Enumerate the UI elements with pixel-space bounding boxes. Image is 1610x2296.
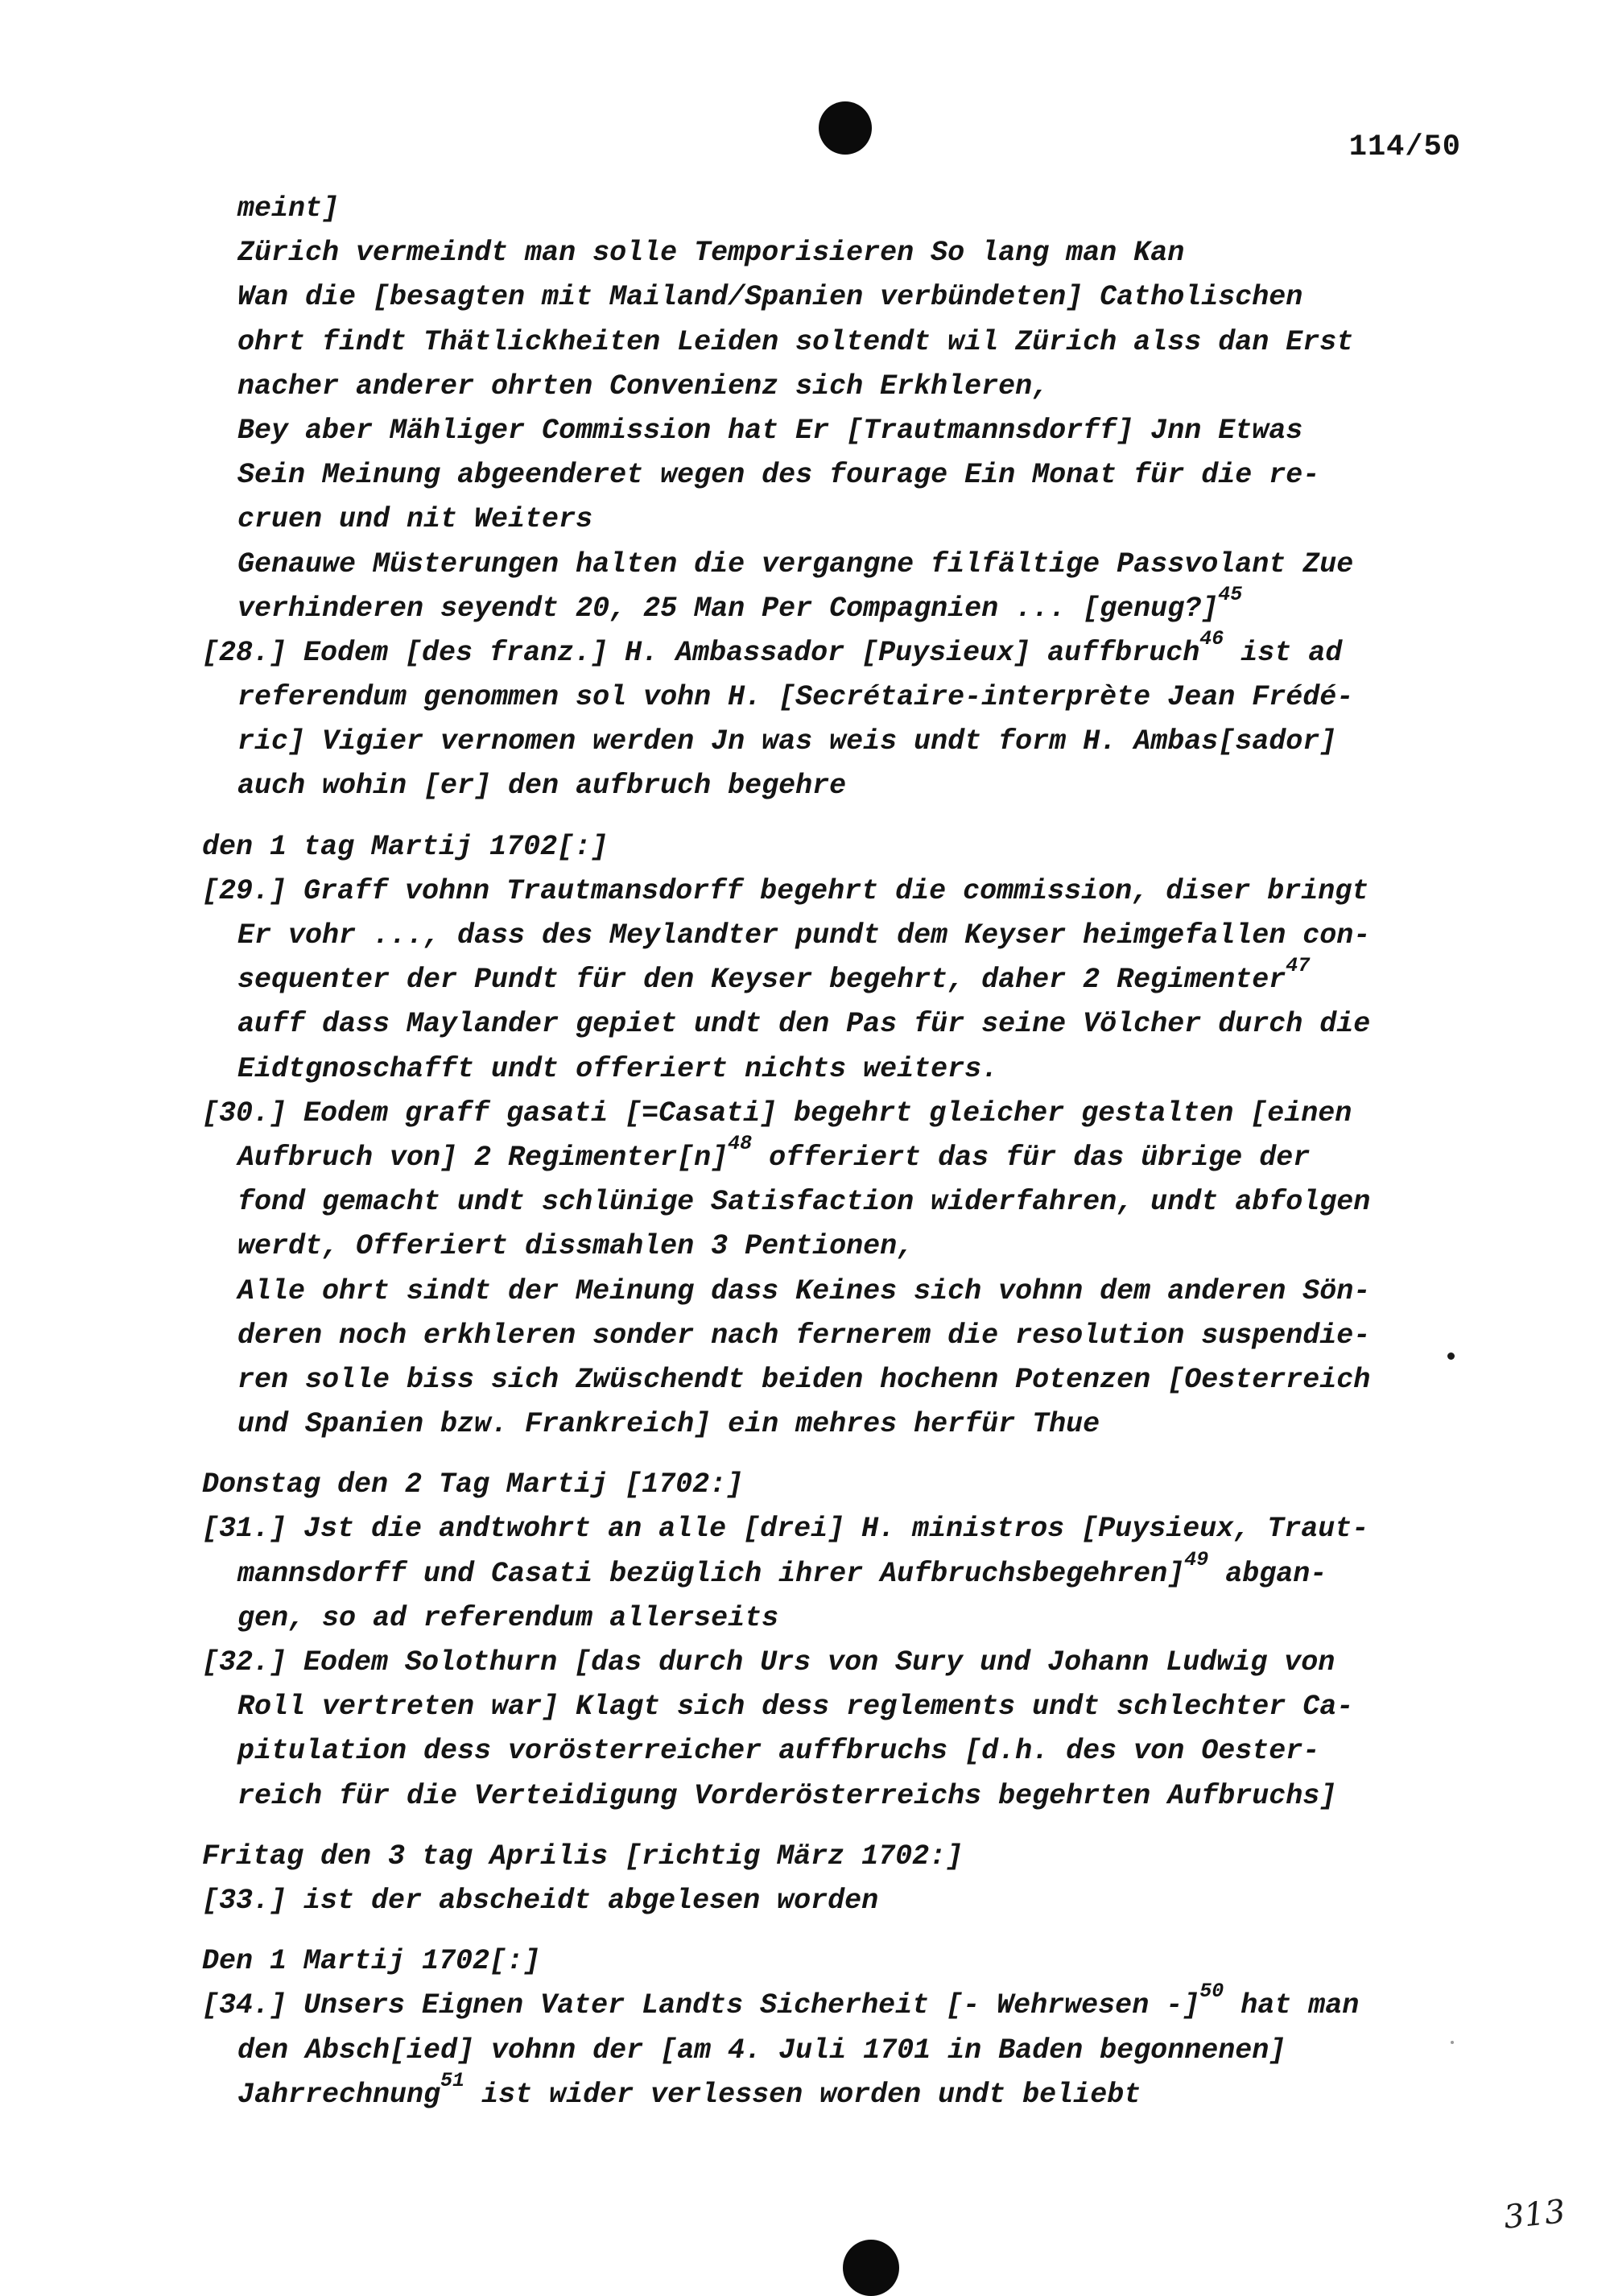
footnote-ref: 46 [1199, 626, 1224, 650]
text-span: offeriert das für das übrige der [752, 1141, 1311, 1174]
text-line [202, 1641, 1477, 1685]
text-line: deren noch erkhleren sonder nach fernerem die resolution suspendie- [237, 1319, 1371, 1352]
text-line [237, 1131, 1477, 1180]
text-line: den Absch[ied] vohnn der [am 4. Juli 1701 in Baden begonnenen] [237, 2034, 1286, 2067]
text-line: auff dass Maylander gepiet undt den Pas für seine Völcher durch die [237, 1008, 1371, 1041]
text-span: ist wider verlessen worden undt beliebt [464, 2078, 1141, 2111]
ink-speck [1451, 2041, 1454, 2044]
text-span: [28.] Eodem [des franz.] H. Ambassador [Puysieux] auffbruch [202, 636, 1200, 669]
transcription-body [202, 187, 1477, 2117]
date-heading: Donstag den 2 Tag Martij [1702:] [202, 1468, 744, 1501]
punch-hole-top [819, 101, 872, 155]
text-line [237, 720, 1477, 764]
handwritten-folio-number: 313 [1501, 2193, 1567, 2236]
ink-speck [1447, 1352, 1455, 1360]
text-line: Sein Meinung abgeenderet wegen des fourage Ein Monat für die re- [237, 459, 1320, 492]
text-line: meint] [237, 192, 340, 225]
text-line: ohrt findt Thätlickheiten Leiden soltendt wil Zürich alss dan Erst [237, 325, 1354, 358]
text-line [237, 954, 1477, 1002]
text-span: [32.] Eodem Solothurn [das durch Urs von [202, 1646, 896, 1679]
text-line [237, 2068, 1477, 2117]
text-line: Genauwe Müsterungen halten die vergangne filfältige Passvolant Zue [237, 547, 1354, 580]
text-line: pitulation dess vorösterreicher auffbruchs [d.h. des von Oester- [237, 1735, 1320, 1768]
text-line: reich für die Verteidigung Vorderösterreichs begehrten Aufbruchs] [237, 1779, 1337, 1812]
footnote-ref: 47 [1286, 954, 1311, 978]
footnote-ref: 48 [728, 1131, 753, 1155]
text-span: [34.] Unsers Eignen Vater Landts Sicherheit [- Wehrwesen -] [202, 1989, 1200, 2022]
text-line [237, 582, 1477, 631]
text-span: und Johann Ludwig von [963, 1646, 1335, 1679]
text-span: mannsdorff und Casati bezüglich ihrer Aufbruchsbegehren] [237, 1557, 1185, 1590]
text-line: fond gemacht undt schlünige Satisfaction widerfahren, undt abfolgen [237, 1186, 1371, 1219]
text-line: cruen und nit Weiters [237, 503, 593, 536]
footnote-ref: 50 [1199, 1980, 1224, 2004]
text-line: Eidtgnoschafft undt offeriert nichts weiters. [237, 1052, 999, 1085]
text-line: und Spanien bzw. Frankreich] ein mehres herfür Thue [237, 1408, 1100, 1441]
text-span: verhinderen seyendt 20, 25 Man Per Compagnien ... [genug?] [237, 592, 1219, 625]
text-line: werdt, Offeriert dissmahlen 3 Pentionen, [237, 1230, 914, 1263]
text-span: abgan- [1208, 1557, 1327, 1590]
text-line: [30.] Eodem graff gasati [=Casati] begehrt gleicher gestalten [einen [202, 1096, 1352, 1129]
text-line: [29.] Graff vohnn Trautmansdorff begehrt die commission, diser bringt [202, 874, 1369, 907]
text-line: Bey aber Mähliger Commission hat Er [Trautmannsdorff] Jnn Etwas [237, 414, 1303, 447]
date-heading: den 1 tag Martij 1702[:] [202, 830, 609, 863]
text-line: nacher anderer ohrten Convenienz sich Erkhleren, [237, 370, 1050, 403]
text-span: Aufbruch von] 2 Regimenter[n] [237, 1141, 729, 1174]
text-span: ist ad [1224, 636, 1343, 669]
text-span: Jahrrechnung [237, 2078, 441, 2111]
text-span: ric] [237, 725, 323, 758]
date-heading: Fritag den 3 tag Aprilis [richtig März 1702:] [202, 1840, 964, 1873]
name-emphasis: Roll [237, 1691, 306, 1724]
footnote-ref: 45 [1218, 582, 1243, 606]
name-emphasis: Sury [895, 1646, 964, 1679]
text-span: vernomen werden Jn was weis undt form H. Ambas[sador] [423, 725, 1337, 758]
footnote-ref: 51 [440, 2068, 465, 2092]
text-span: hat man [1224, 1989, 1360, 2022]
text-line: Wan die [besagten mit Mailand/Spanien verbündeten] Catholischen [237, 281, 1303, 314]
text-span: vertreten war] Klagt sich dess reglements undt schlechter Ca- [305, 1691, 1354, 1724]
text-line [237, 1547, 1477, 1596]
footnote-ref: 49 [1184, 1547, 1209, 1571]
text-line: [31.] Jst die andtwohrt an alle [drei] H. ministros [Puysieux, Traut- [202, 1513, 1369, 1546]
text-line: ren solle biss sich Zwüschendt beiden hochenn Potenzen [Oesterreich [237, 1363, 1371, 1396]
text-line [202, 1980, 1477, 2028]
text-line: Er vohr ..., dass des Meylandter pundt dem Keyser heimgefallen con- [237, 919, 1371, 952]
page-number: 114/50 [1348, 130, 1461, 164]
text-line: referendum genommen sol vohn H. [Secrétaire-interprète Jean Frédé- [237, 681, 1354, 714]
text-line: [33.] ist der abscheidt abgelesen worden [202, 1884, 879, 1917]
punch-hole-bottom [843, 2240, 899, 2296]
text-line: gen, so ad referendum allerseits [237, 1601, 779, 1634]
text-line [202, 626, 1477, 675]
text-line: Zürich vermeindt man solle Temporisieren So lang man Kan [237, 237, 1185, 270]
date-heading: Den 1 Martij 1702[:] [202, 1945, 541, 1978]
text-line [237, 1685, 1477, 1729]
text-line: Alle ohrt sindt der Meinung dass Keines sich vohnn dem anderen Sön- [237, 1274, 1371, 1307]
name-emphasis: Vigier [322, 725, 424, 758]
text-span: sequenter der Pundt für den Keyser begehrt, daher 2 Regimenter [237, 964, 1286, 997]
text-line: auch wohin [er] den aufbruch begehre [237, 770, 847, 803]
